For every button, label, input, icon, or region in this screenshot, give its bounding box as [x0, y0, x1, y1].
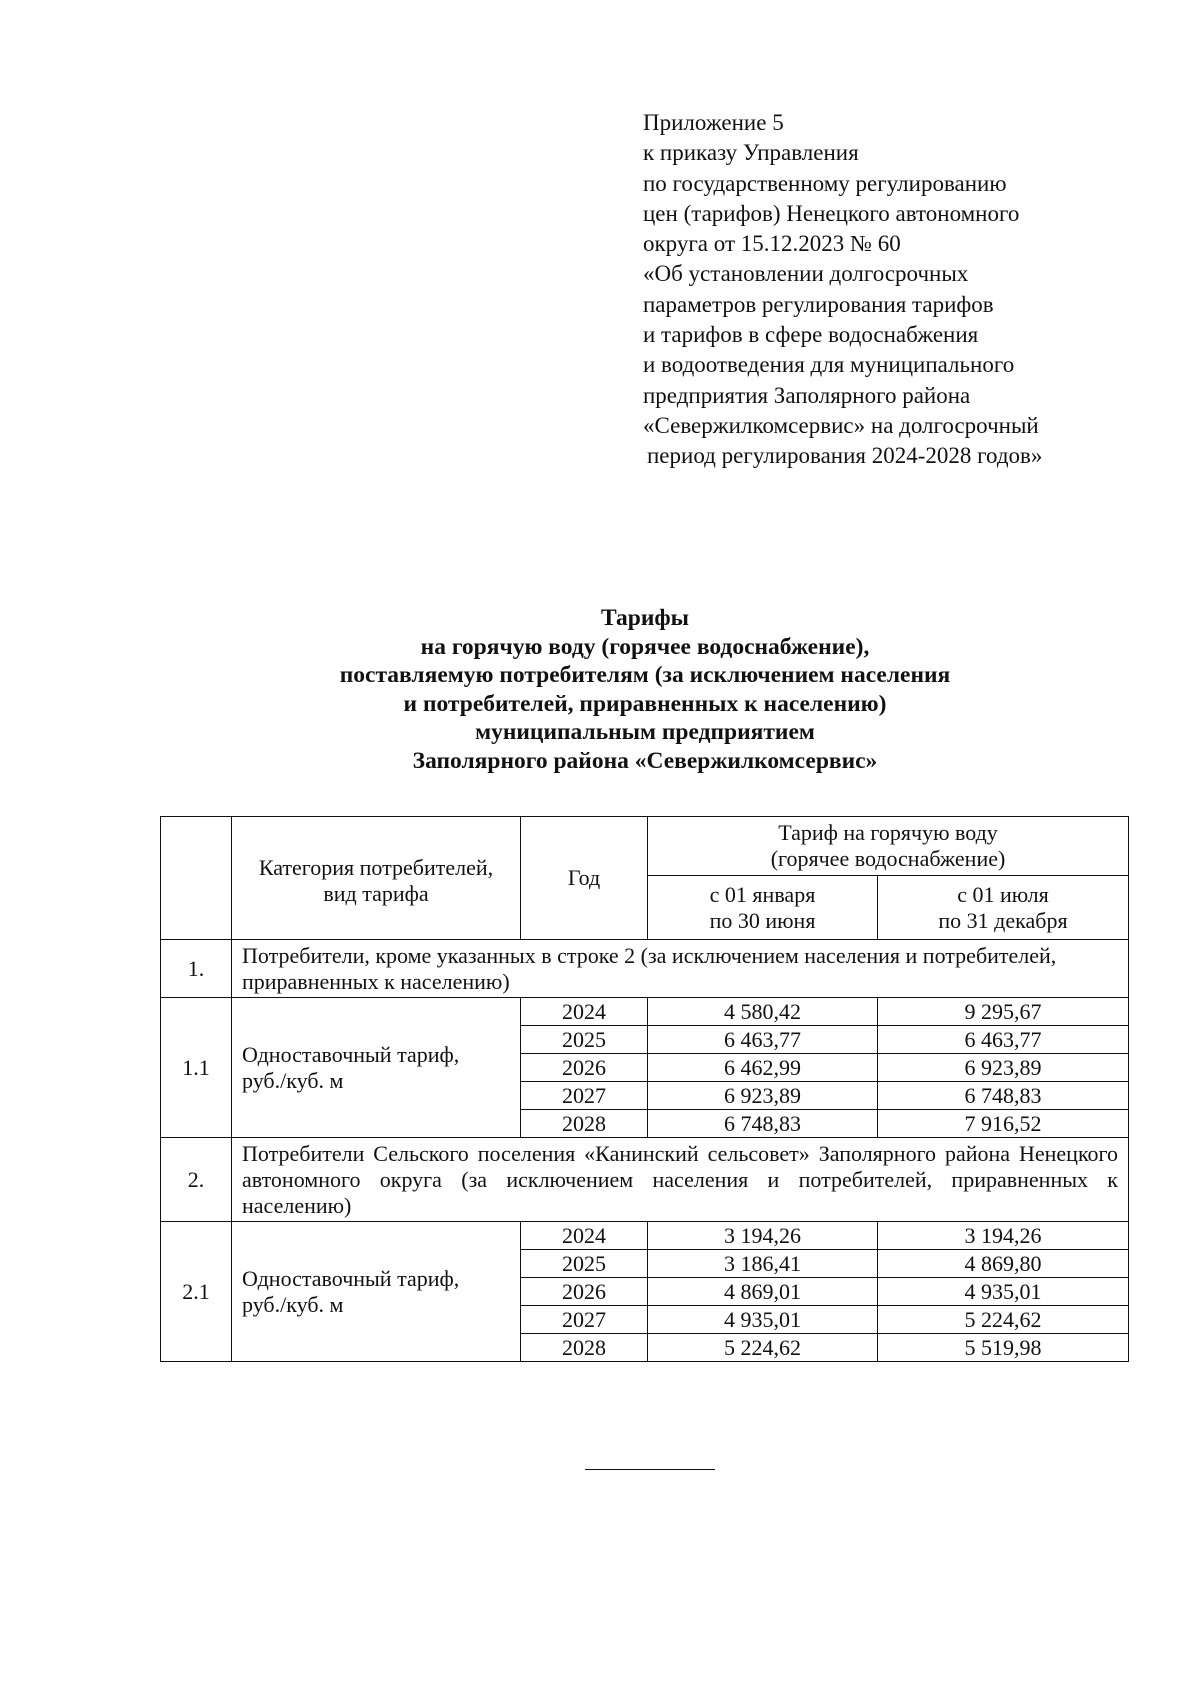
title-line: поставляемую потребителям (за исключением населения: [339, 662, 951, 689]
year-cell: 2026: [521, 1278, 648, 1306]
header-period1-cell: [648, 876, 878, 940]
tariff-h2-cell: 9 295,67: [878, 998, 1129, 1026]
year-cell: 2026: [521, 1054, 648, 1082]
year-cell: 2028: [521, 1110, 648, 1138]
title-line: Тарифы: [600, 605, 690, 631]
appendix-line: Приложение 5: [643, 110, 784, 135]
tariff-h2-cell: 4 869,80: [878, 1250, 1129, 1278]
year-cell: 2024: [521, 998, 648, 1026]
section-row: [161, 940, 1129, 998]
header-row: [161, 817, 1129, 876]
document-title: [160, 604, 1130, 776]
tariff-h1-cell: 4 869,01: [648, 1278, 878, 1306]
tariff-h1-cell: 3 186,41: [648, 1250, 878, 1278]
header-period2-line2: по 31 декабря: [938, 907, 1068, 933]
appendix-line: период регулирования 2024-2028 годов»: [647, 443, 1043, 469]
appendix-line: по государственному регулированию: [643, 170, 1007, 196]
appendix-line: к приказу Управления: [643, 140, 859, 166]
tariff-h2-cell: 6 463,77: [878, 1026, 1129, 1054]
header-tariff-line1: Тариф на горячую воду: [778, 820, 998, 845]
header-tariff-line2: (горячее водоснабжение): [770, 846, 1006, 871]
appendix-line: предприятия Заполярного района: [643, 382, 971, 408]
tariff-h2-cell: 6 748,83: [878, 1082, 1129, 1110]
table-row: [161, 998, 1129, 1026]
appendix-line: цен (тарифов) Ненецкого автономного: [643, 200, 1020, 226]
year-cell: 2025: [521, 1250, 648, 1278]
year-cell: 2024: [521, 1222, 648, 1250]
tariff-h1-cell: 6 748,83: [648, 1110, 878, 1138]
header-year-cell: Год: [521, 817, 648, 940]
header-category-cell: [232, 817, 521, 940]
section-row: [161, 1138, 1129, 1222]
subsection-number: 2.1: [161, 1222, 232, 1362]
tariff-h1-cell: 4 580,42: [648, 998, 878, 1026]
tariff-h1-cell: 6 923,89: [648, 1082, 878, 1110]
tariff-h1-cell: 5 224,62: [648, 1334, 878, 1362]
appendix-reference: [643, 108, 1163, 472]
section-number: 2.: [161, 1138, 232, 1222]
header-category-line2: вид тарифа: [323, 881, 429, 906]
year-cell: 2027: [521, 1306, 648, 1334]
table-row: [161, 1222, 1129, 1250]
tariff-h1-cell: 6 462,99: [648, 1054, 878, 1082]
tariff-h1-cell: 4 935,01: [648, 1306, 878, 1334]
title-line: на горячую воду (горячее водоснабжение),: [420, 633, 870, 660]
header-category-line1: Категория потребителей,: [258, 855, 494, 880]
tariff-h1-cell: 3 194,26: [648, 1222, 878, 1250]
tariff-type-line1: Одноставочный тариф,: [242, 1041, 460, 1067]
closing-rule: [585, 1469, 715, 1470]
header-tariff-cell: [648, 817, 1129, 876]
appendix-line: параметров регулирования тарифов: [643, 291, 994, 317]
appendix-line: округа от 15.12.2023 № 60: [643, 231, 901, 257]
header-period1-line1: с 01 января: [709, 881, 816, 907]
year-cell: 2027: [521, 1082, 648, 1110]
tariff-h2-cell: 3 194,26: [878, 1222, 1129, 1250]
tariff-h2-cell: 5 224,62: [878, 1306, 1129, 1334]
tariff-type-line2: руб./куб. м: [242, 1291, 344, 1317]
header-period1-line2: по 30 июня: [709, 907, 816, 933]
appendix-line: и тарифов в сфере водоснабжения: [643, 322, 979, 348]
appendix-line: и водоотведения для муниципального: [643, 352, 1015, 378]
title-line: и потребителей, приравненных к населению): [403, 690, 887, 717]
year-cell: 2028: [521, 1334, 648, 1362]
tariff-type-label: [232, 1222, 521, 1362]
tariff-type-line1: Одноставочный тариф,: [242, 1265, 460, 1291]
tariff-h2-cell: 6 923,89: [878, 1054, 1129, 1082]
appendix-line: «Севержилкомсервис» на долгосрочный: [643, 412, 1039, 438]
tariff-h2-cell: 7 916,52: [878, 1110, 1129, 1138]
appendix-line: «Об установлении долгосрочных: [643, 261, 969, 287]
tariff-table: [160, 816, 1129, 1362]
title-line: муниципальным предприятием: [475, 719, 815, 746]
subsection-number: 1.1: [161, 998, 232, 1138]
tariff-type-line2: руб./куб. м: [242, 1067, 344, 1093]
tariff-h1-cell: 6 463,77: [648, 1026, 878, 1054]
tariff-h2-cell: 5 519,98: [878, 1334, 1129, 1362]
header-period2-line1: с 01 июля: [957, 881, 1049, 907]
section-description: Потребители, кроме указанных в строке 2 (за исключением населения и потребителей, приравненных к населению): [232, 940, 1129, 998]
header-period2-cell: [878, 876, 1129, 940]
header-num-cell: [161, 817, 232, 940]
section-number: 1.: [161, 940, 232, 998]
section-description: Потребители Сельского поселения «Канинский сельсовет» Заполярного района Ненецкого автономного округа (за исключением населения и потребителей, приравненных к населению): [232, 1138, 1129, 1222]
tariff-type-label: [232, 998, 521, 1138]
tariff-h2-cell: 4 935,01: [878, 1278, 1129, 1306]
title-line: Заполярного района «Севержилкомсервис»: [412, 747, 878, 774]
year-cell: 2025: [521, 1026, 648, 1054]
